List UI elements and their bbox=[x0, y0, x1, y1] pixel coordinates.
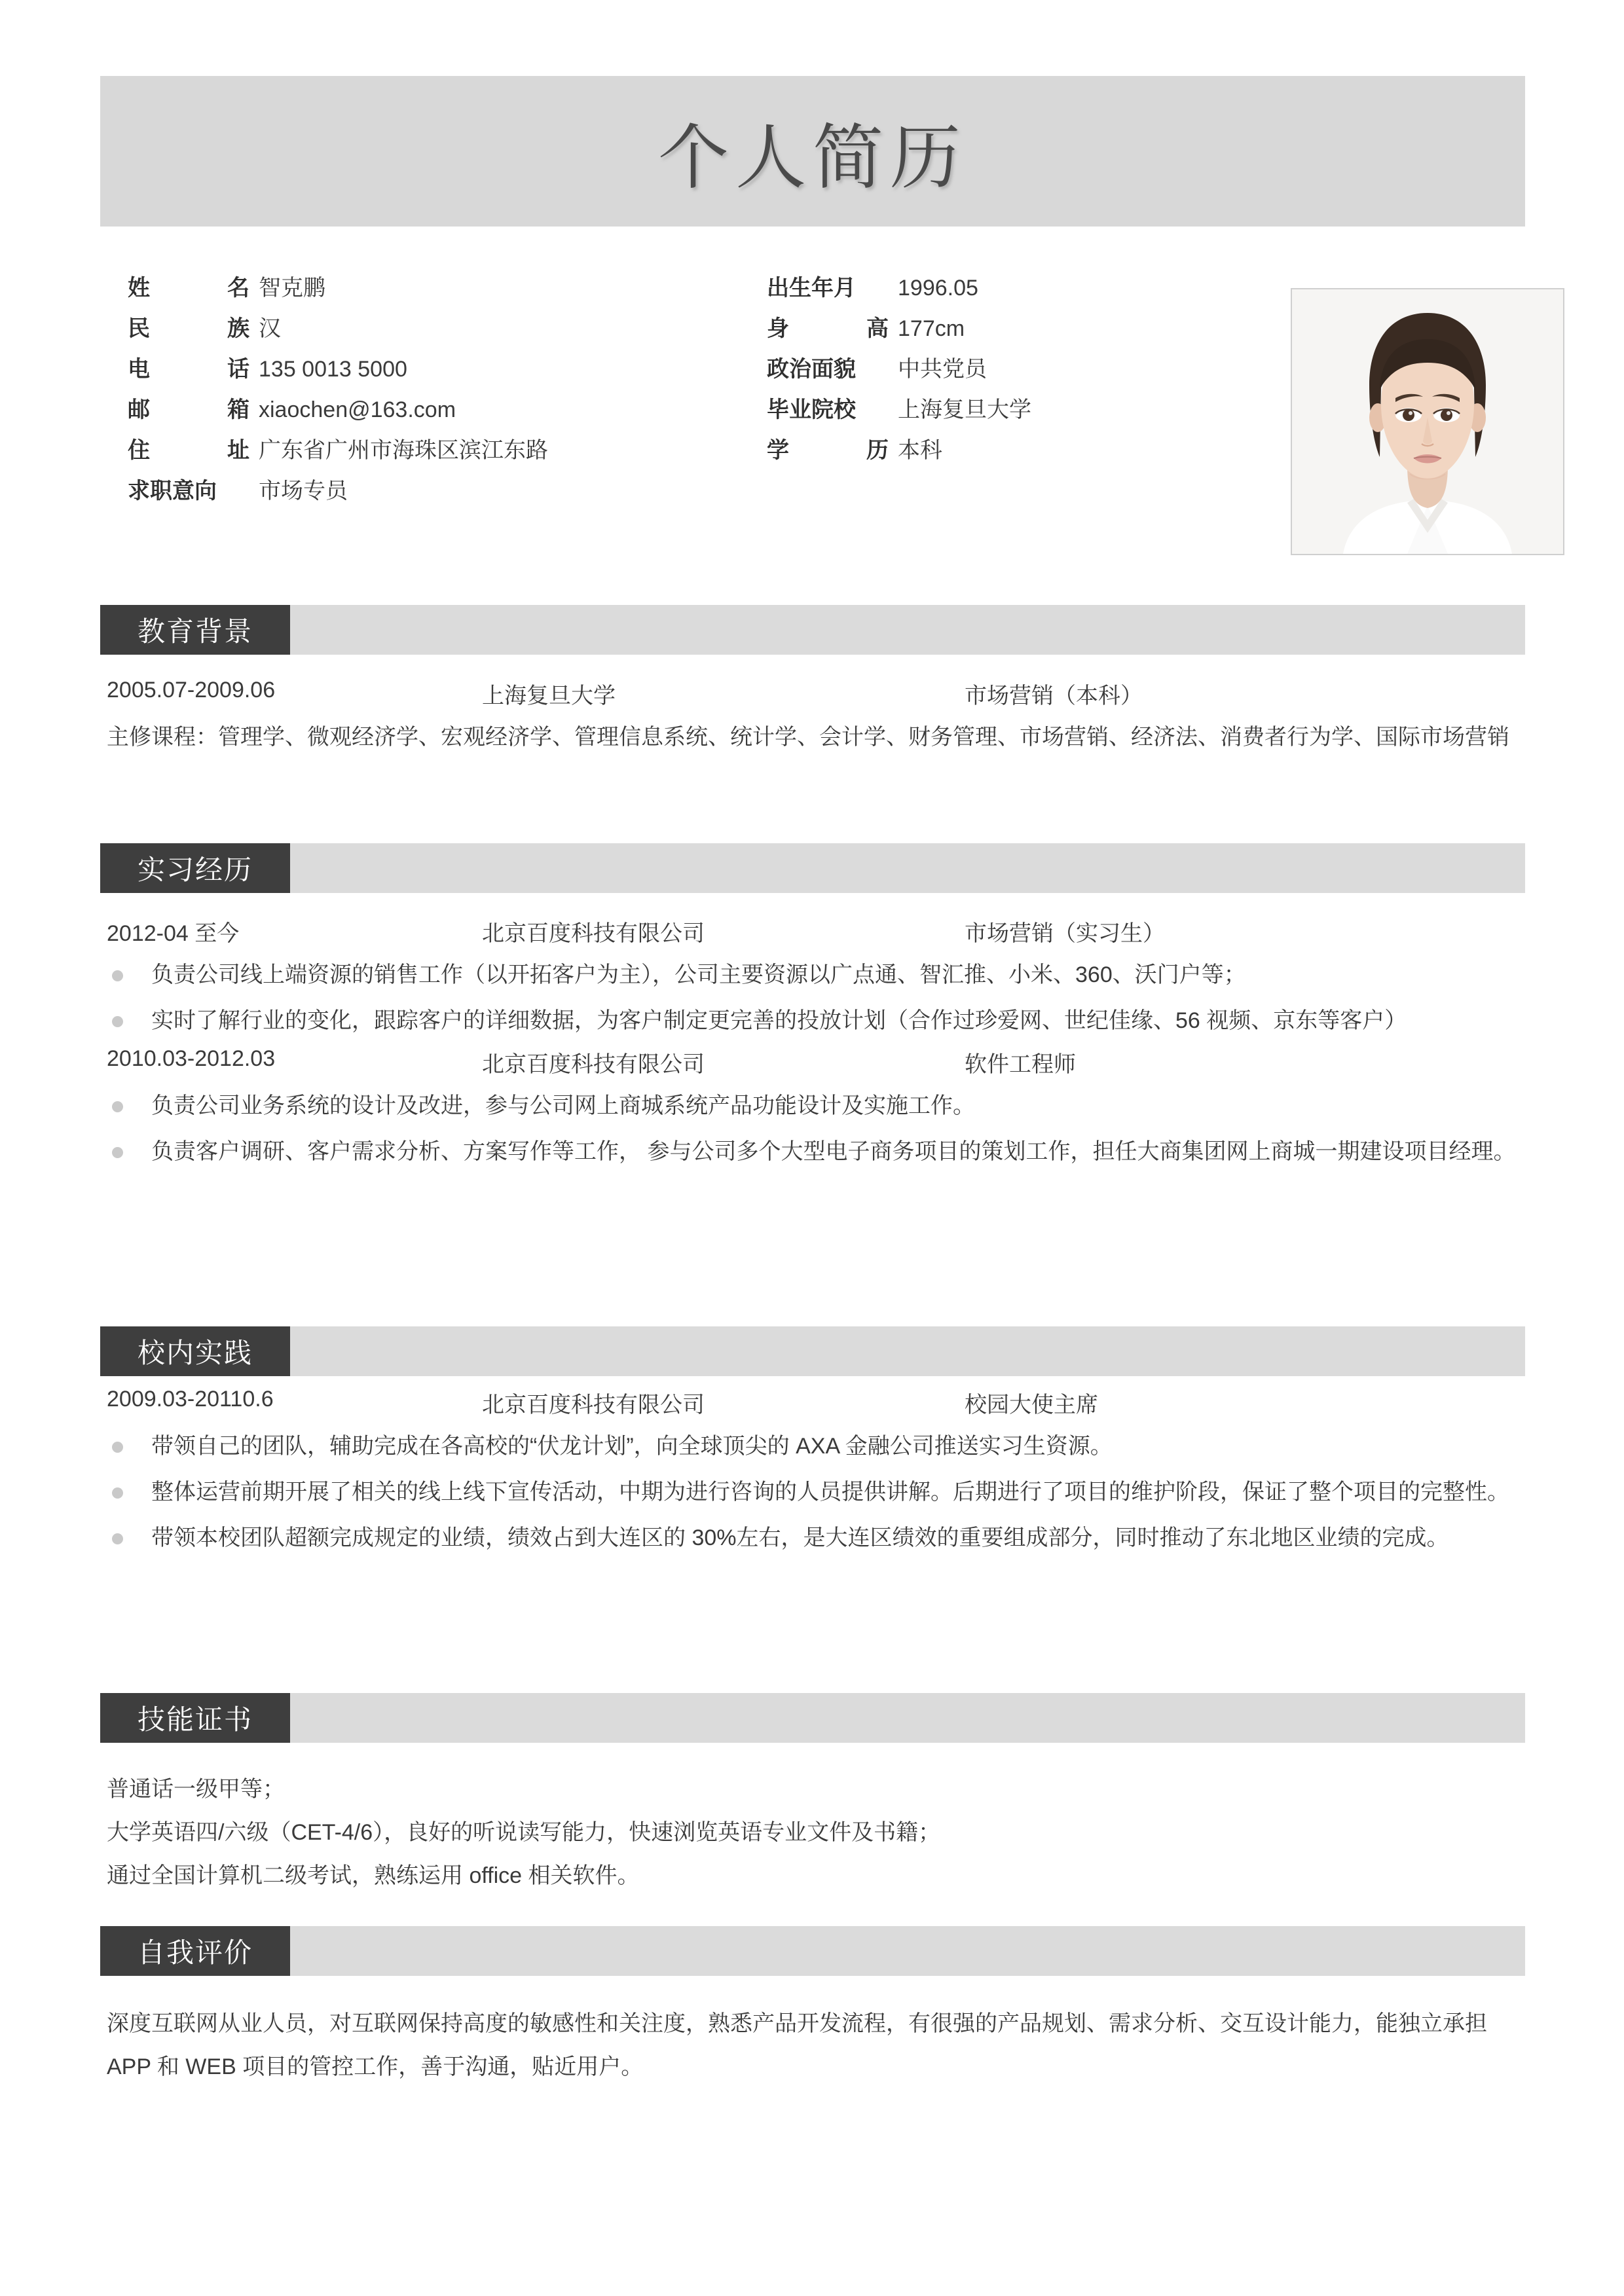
section-content-selfeval bbox=[100, 2002, 1525, 2088]
avatar bbox=[1291, 288, 1564, 555]
section-content-education bbox=[100, 678, 1525, 759]
info-label-address: 住 址 bbox=[128, 438, 249, 463]
info-row-height bbox=[767, 310, 1225, 351]
list-item: 带领自己的团队，辅助完成在各高校的“伏龙计划”，向全球顶尖的 AXA 金融公司推送实习生资源。 bbox=[100, 1425, 1525, 1468]
internship-company-2: 北京百度科技有限公司 bbox=[482, 1052, 705, 1077]
personal-info-right-column bbox=[767, 270, 1225, 473]
section-header-campus bbox=[100, 1326, 1525, 1376]
info-row-job-objective bbox=[128, 473, 717, 513]
section-header-education bbox=[100, 605, 1525, 655]
info-label-birthdate: 出生年月 bbox=[767, 276, 856, 301]
internship-company: 北京百度科技有限公司 bbox=[482, 921, 705, 946]
info-value-address: 广东省广州市海珠区滨江东路 bbox=[259, 438, 548, 463]
section-header-internship bbox=[100, 843, 1525, 893]
info-value-degree: 本科 bbox=[898, 438, 942, 463]
portrait-photo-icon bbox=[1292, 289, 1563, 554]
info-label-political-status: 政治面貌 bbox=[767, 357, 856, 382]
list-item: 带领本校团队超额完成规定的业绩，绩效占到大连区的 30%左右，是大连区绩效的重要组成部分，同时推动了东北地区业绩的完成。 bbox=[100, 1516, 1525, 1559]
info-row-address bbox=[128, 432, 717, 473]
education-entry-row bbox=[100, 678, 1525, 716]
section-content-skills bbox=[100, 1768, 1525, 1897]
info-value-political-status: 中共党员 bbox=[898, 357, 987, 382]
info-value-name: 智克鹏 bbox=[259, 276, 325, 301]
list-item: 负责公司线上端资源的销售工作（以开拓客户为主），公司主要资源以广点通、智汇推、小米、360、沃门户等； bbox=[100, 953, 1525, 996]
education-date: 2005.07-2009.06 bbox=[107, 678, 276, 702]
education-major: 市场营销（本科） bbox=[965, 683, 1143, 708]
info-value-university: 上海复旦大学 bbox=[898, 397, 1031, 422]
info-value-phone: 135 0013 5000 bbox=[259, 357, 407, 382]
section-tab-selfeval bbox=[100, 1926, 290, 1976]
info-label-email: 邮 箱 bbox=[128, 397, 249, 422]
info-label-phone: 电 话 bbox=[128, 357, 249, 382]
info-label-university: 毕业院校 bbox=[767, 397, 856, 422]
section-tab-skills bbox=[100, 1693, 290, 1743]
section-title-education: 教育背景 bbox=[137, 616, 253, 647]
info-row-university bbox=[767, 392, 1225, 432]
campus-date: 2009.03-20110.6 bbox=[107, 1387, 274, 1412]
personal-info-left-column bbox=[128, 270, 717, 513]
section-title-skills: 技能证书 bbox=[137, 1704, 253, 1735]
list-item: 实时了解行业的变化，跟踪客户的详细数据，为客户制定更完善的投放计划（合作过珍爱网、世纪佳缘、56 视频、京东等客户） bbox=[100, 999, 1525, 1042]
skills-line-3: 通过全国计算机二级考试，熟练运用 office 相关软件。 bbox=[107, 1863, 640, 1888]
info-row-degree bbox=[767, 432, 1225, 473]
internship-date-2: 2010.03-2012.03 bbox=[107, 1046, 276, 1071]
section-content-internship bbox=[100, 915, 1525, 1176]
selfeval-text: 深度互联网从业人员，对互联网保持高度的敏感性和关注度，熟悉产品开发流程，有很强的产品规划、需求分析、交互设计能力，能独立承担 APP 和 WEB 项目的管控工作，善于沟通，贴近用户。 bbox=[107, 2011, 1487, 2079]
info-value-email: xiaochen@163.com bbox=[259, 397, 456, 422]
campus-role: 校园大使主席 bbox=[965, 1393, 1098, 1417]
section-header-skills bbox=[100, 1693, 1525, 1743]
info-label-name: 姓 名 bbox=[128, 276, 249, 301]
education-courses: 主修课程：管理学、微观经济学、宏观经济学、管理信息系统、统计学、会计学、财务管理、市场营销、经济法、消费者行为学、国际市场营销 bbox=[107, 725, 1509, 750]
info-label-degree: 学 历 bbox=[767, 438, 889, 463]
info-row-birthdate bbox=[767, 270, 1225, 310]
list-item: 负责公司业务系统的设计及改进，参与公司网上商城系统产品功能设计及实施工作。 bbox=[100, 1084, 1525, 1127]
skills-line-2: 大学英语四/六级（CET-4/6），良好的听说读写能力，快速浏览英语专业文件及书籍； bbox=[107, 1820, 941, 1845]
list-item: 整体运营前期开展了相关的线上线下宣传活动，中期为进行咨询的人员提供讲解。后期进行了项目的维护阶段，保证了整个项目的完整性。 bbox=[100, 1470, 1525, 1514]
info-row-email bbox=[128, 392, 717, 432]
section-tab-internship bbox=[100, 843, 290, 893]
info-row-phone bbox=[128, 351, 717, 392]
skills-line-1: 普通话一级甲等； bbox=[107, 1777, 285, 1802]
section-title-campus: 校内实践 bbox=[137, 1338, 253, 1368]
internship-entry-row bbox=[100, 915, 1525, 953]
list-item: 负责客户调研、客户需求分析、方案写作等工作， 参与公司多个大型电子商务项目的策划工作，担任大商集团网上商城一期建设项目经理。 bbox=[100, 1130, 1525, 1173]
campus-entry-row bbox=[100, 1387, 1525, 1425]
section-header-selfeval bbox=[100, 1926, 1525, 1976]
section-title-selfeval: 自我评价 bbox=[137, 1937, 253, 1968]
info-label-job-objective: 求职意向 bbox=[128, 479, 217, 503]
section-content-campus bbox=[100, 1387, 1525, 1562]
internship-role: 市场营销（实习生） bbox=[965, 921, 1165, 946]
internship-role-2: 软件工程师 bbox=[965, 1052, 1076, 1077]
info-row-ethnicity bbox=[128, 310, 717, 351]
campus-bullets bbox=[100, 1425, 1525, 1559]
info-label-ethnicity: 民 族 bbox=[128, 316, 249, 341]
info-label-height: 身 高 bbox=[767, 316, 889, 341]
internship-bullets-1 bbox=[100, 953, 1525, 1042]
resume-title-banner bbox=[100, 76, 1525, 227]
info-value-height: 177cm bbox=[898, 316, 965, 341]
internship-date: 2012-04 至今 bbox=[107, 921, 240, 946]
section-tab-education bbox=[100, 605, 290, 655]
campus-company: 北京百度科技有限公司 bbox=[482, 1393, 705, 1417]
education-school: 上海复旦大学 bbox=[482, 683, 616, 708]
info-row-name bbox=[128, 270, 717, 310]
info-value-ethnicity: 汉 bbox=[259, 316, 281, 341]
section-title-internship: 实习经历 bbox=[137, 854, 253, 885]
section-tab-campus bbox=[100, 1326, 290, 1376]
internship-entry-row-2 bbox=[100, 1046, 1525, 1084]
info-row-political-status bbox=[767, 351, 1225, 392]
page-title: 个人简历 bbox=[657, 117, 967, 197]
info-value-job-objective: 市场专员 bbox=[259, 479, 348, 503]
info-value-birthdate: 1996.05 bbox=[898, 276, 978, 301]
internship-bullets-2 bbox=[100, 1084, 1525, 1173]
